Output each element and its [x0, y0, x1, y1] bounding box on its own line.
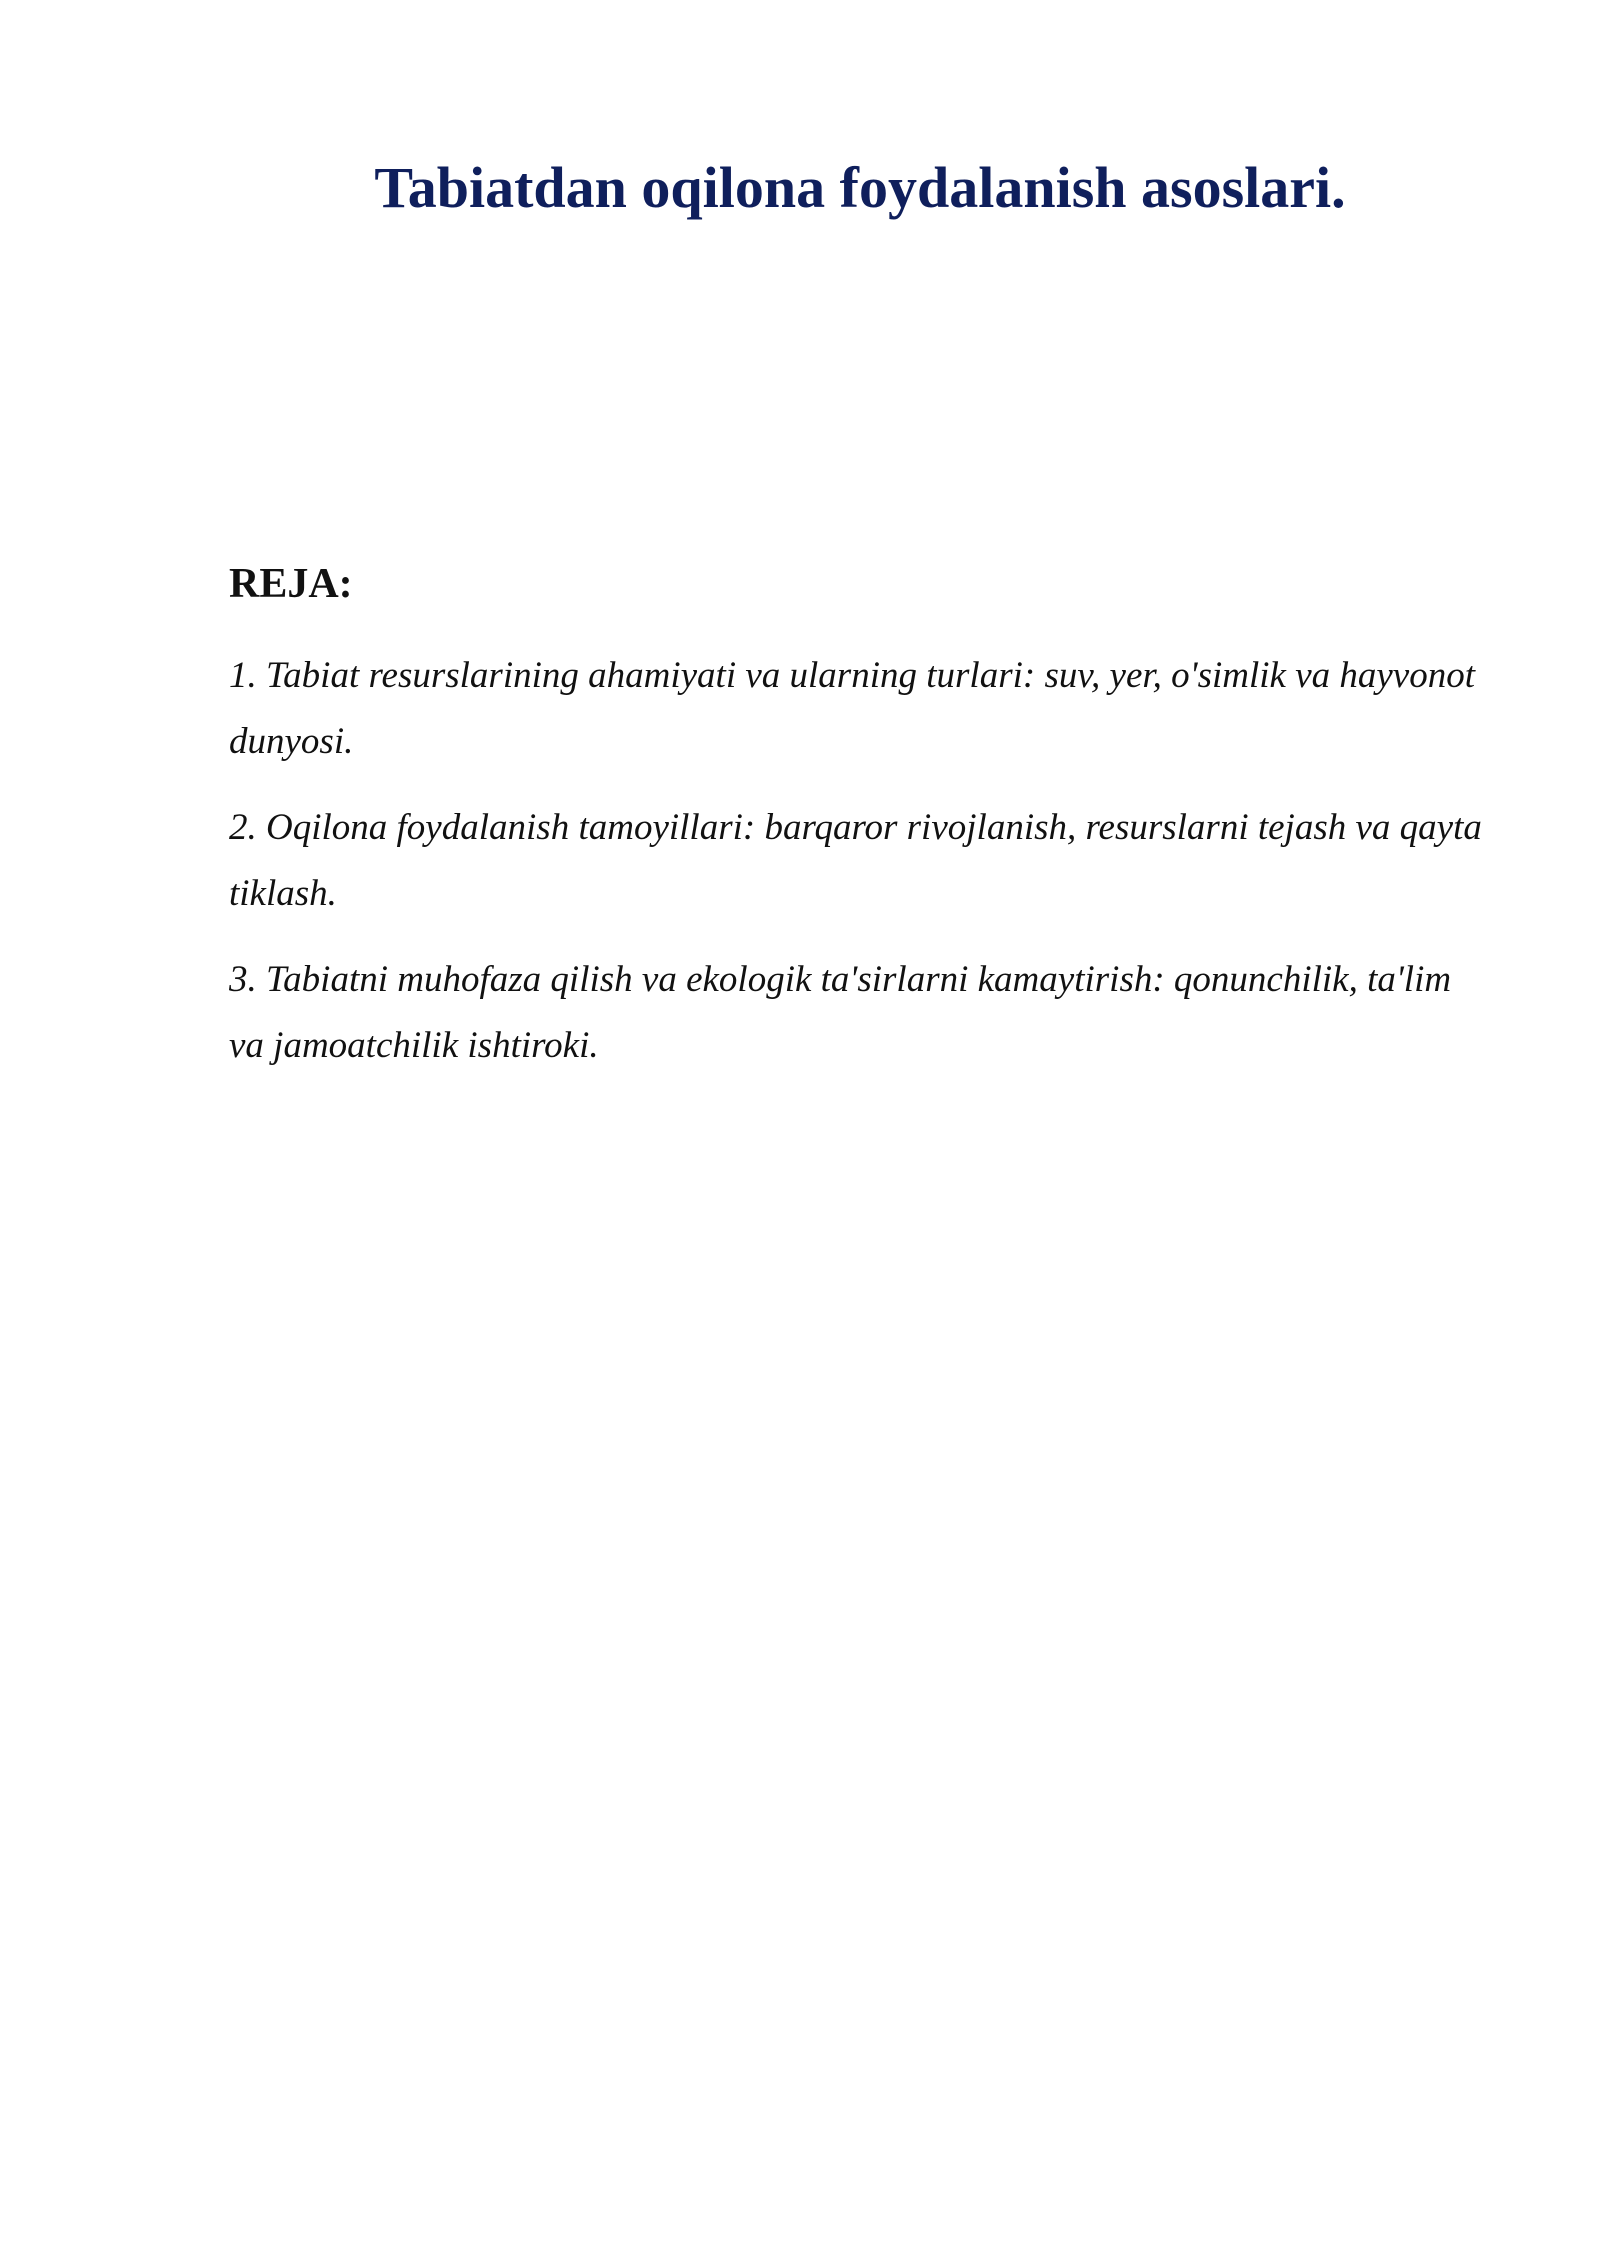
plan-item-1: 1. Tabiat resurslarining ahamiyati va ularning turlari: suv, yer, o'simlik va hayvonot dunyosi. — [229, 655, 1476, 762]
plan-item-3: 3. Tabiatni muhofaza qilish va ekologik ta'sirlarni kamaytirish: qonunchilik, ta'lim va jamoatchilik ishtiroki. — [229, 959, 1452, 1066]
plan-item-2: 2. Oqilona foydalanish tamoyillari: barqaror rivojlanish, resurslarni tejash va qayta tiklash. — [229, 807, 1482, 914]
document-title: Tabiatdan oqilona foydalanish asoslari. — [374, 155, 1346, 220]
plan-heading: REJA: — [229, 561, 353, 607]
plan-list — [229, 643, 1489, 1099]
